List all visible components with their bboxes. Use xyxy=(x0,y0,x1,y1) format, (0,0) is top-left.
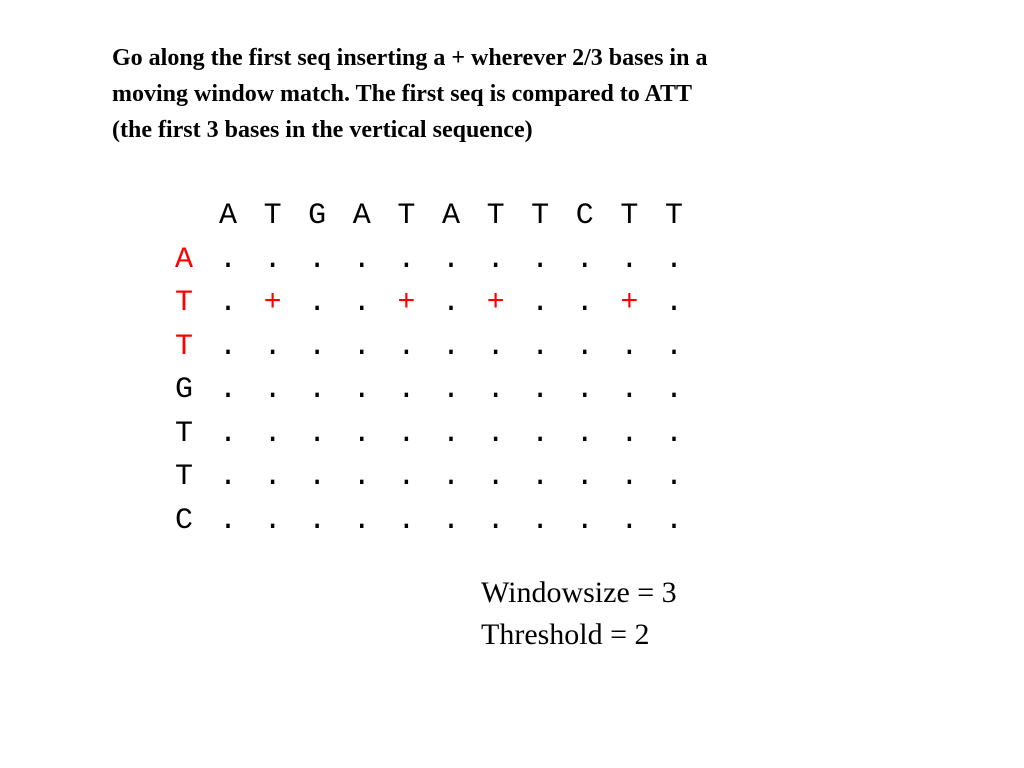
horizontal-base: T xyxy=(531,199,550,233)
grid-dot: . xyxy=(664,242,683,277)
grid-dot: . xyxy=(575,416,594,451)
match-plus: + xyxy=(486,286,505,320)
grid-dot: . xyxy=(218,242,237,277)
horizontal-base: A xyxy=(441,199,460,233)
grid-dot: . xyxy=(620,460,639,494)
grid-dot: . xyxy=(308,373,327,407)
horizontal-base: T xyxy=(620,199,639,233)
grid-dot: . xyxy=(575,329,594,364)
grid-dot: . xyxy=(308,242,327,277)
horizontal-base: T xyxy=(664,199,683,233)
grid-dot: . xyxy=(263,242,282,277)
grid-dot: . xyxy=(575,460,594,494)
grid-dot: . xyxy=(620,242,639,277)
grid-dot: . xyxy=(575,503,594,538)
grid-dot: . xyxy=(531,503,550,538)
grid-dot: . xyxy=(441,242,460,277)
grid-dot: . xyxy=(218,416,237,451)
grid-dot: . xyxy=(218,503,237,538)
grid-dot: . xyxy=(486,373,505,407)
grid-dot: . xyxy=(486,503,505,538)
threshold-label: Threshold = 2 xyxy=(481,618,650,651)
parameters xyxy=(481,572,677,656)
grid-dot: . xyxy=(664,329,683,364)
grid-dot: . xyxy=(352,460,371,494)
horizontal-base: C xyxy=(575,199,594,233)
horizontal-base: T xyxy=(397,199,416,233)
grid-dot: . xyxy=(531,460,550,494)
vertical-base: G xyxy=(174,373,193,407)
grid-dot: . xyxy=(397,373,416,407)
grid-dot: . xyxy=(531,373,550,407)
grid-dot: . xyxy=(620,416,639,451)
grid-dot: . xyxy=(531,242,550,277)
grid-dot: . xyxy=(308,416,327,451)
grid-dot: . xyxy=(620,329,639,364)
grid-dot: . xyxy=(218,286,237,320)
grid-dot: . xyxy=(664,416,683,451)
instructions-line-2: moving window match. The first seq is compared to ATT xyxy=(112,81,693,107)
grid-dot: . xyxy=(263,373,282,407)
grid-dot: . xyxy=(575,373,594,407)
grid-dot: . xyxy=(352,503,371,538)
grid-dot: . xyxy=(441,329,460,364)
vertical-base: T xyxy=(174,286,193,320)
grid-dot: . xyxy=(263,329,282,364)
grid-dot: . xyxy=(575,286,594,320)
vertical-base: A xyxy=(174,242,193,277)
grid-dot: . xyxy=(664,503,683,538)
grid-dot: . xyxy=(352,373,371,407)
grid-dot: . xyxy=(397,416,416,451)
grid-dot: . xyxy=(441,460,460,494)
horizontal-base: A xyxy=(352,199,371,233)
grid-dot: . xyxy=(352,242,371,277)
grid-dot: . xyxy=(531,416,550,451)
grid-dot: . xyxy=(664,286,683,320)
grid-dot: . xyxy=(352,286,371,320)
grid-dot: . xyxy=(441,373,460,407)
grid-dot: . xyxy=(531,286,550,320)
grid-dot: . xyxy=(441,416,460,451)
grid-dot: . xyxy=(664,373,683,407)
grid-dot: . xyxy=(352,416,371,451)
grid-dot: . xyxy=(397,460,416,494)
vertical-base: C xyxy=(174,503,193,538)
vertical-base: T xyxy=(174,329,193,364)
grid-dot: . xyxy=(352,329,371,364)
windowsize-label: Windowsize = 3 xyxy=(481,576,677,609)
grid-dot: . xyxy=(308,460,327,494)
grid-dot: . xyxy=(308,329,327,364)
grid-dot: . xyxy=(308,503,327,538)
grid-dot: . xyxy=(531,329,550,364)
match-plus: + xyxy=(263,286,282,320)
grid-dot: . xyxy=(575,242,594,277)
grid-dot: . xyxy=(486,416,505,451)
horizontal-base: T xyxy=(486,199,505,233)
grid-dot: . xyxy=(486,460,505,494)
grid-dot: . xyxy=(486,329,505,364)
grid-dot: . xyxy=(218,329,237,364)
grid-dot: . xyxy=(263,460,282,494)
vertical-base: T xyxy=(174,460,193,494)
horizontal-base: T xyxy=(263,199,282,233)
grid-dot: . xyxy=(218,460,237,494)
grid-dot: . xyxy=(263,503,282,538)
vertical-base: T xyxy=(174,416,193,451)
grid-dot: . xyxy=(397,503,416,538)
grid-dot: . xyxy=(308,286,327,320)
grid-dot: . xyxy=(620,503,639,538)
grid-dot: . xyxy=(441,286,460,320)
grid-dot: . xyxy=(486,242,505,277)
grid-dot: . xyxy=(263,416,282,451)
match-plus: + xyxy=(397,286,416,320)
grid-dot: . xyxy=(664,460,683,494)
grid-dot: . xyxy=(620,373,639,407)
instructions-line-3: (the first 3 bases in the vertical sequence) xyxy=(112,117,533,143)
grid-dot: . xyxy=(397,242,416,277)
instructions-line-1: Go along the first seq inserting a + wherever 2/3 bases in a xyxy=(112,45,708,71)
grid-dot: . xyxy=(397,329,416,364)
horizontal-base: A xyxy=(218,199,237,233)
grid-dot: . xyxy=(441,503,460,538)
horizontal-base: G xyxy=(308,199,327,233)
grid-dot: . xyxy=(218,373,237,407)
match-plus: + xyxy=(620,286,639,320)
